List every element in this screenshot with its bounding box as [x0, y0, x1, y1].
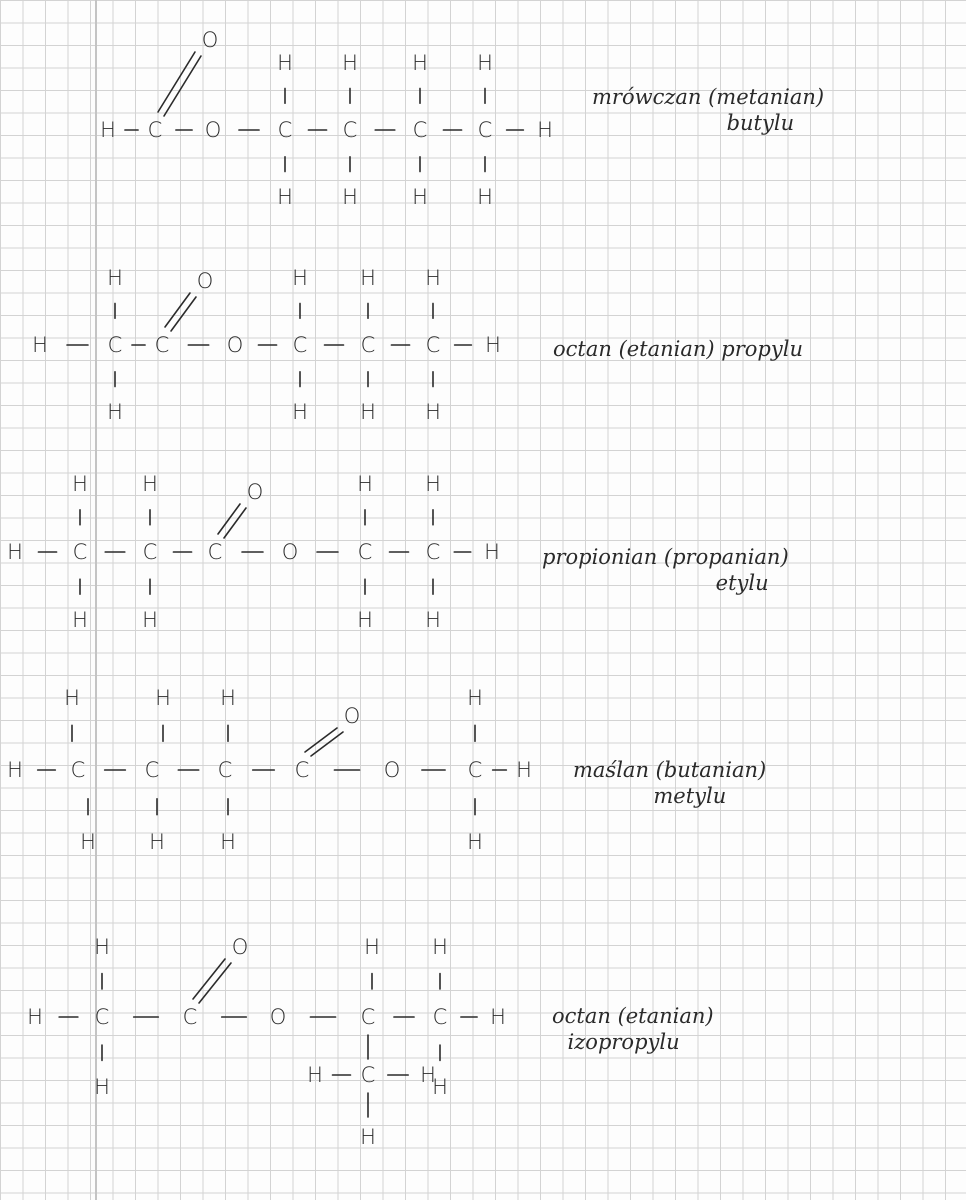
oxygen-atom: O	[204, 118, 222, 142]
name-line-1: propionian (propanian)	[542, 545, 789, 569]
carbon-atom: C	[154, 333, 170, 357]
hydrogen-atom: H	[364, 935, 380, 959]
hydrogen-atom: H	[357, 472, 373, 496]
hydrogen-atom: H	[342, 51, 358, 75]
hydrogen-atom: H	[425, 608, 441, 632]
double-bond	[165, 293, 196, 331]
hydrogen-atom: H	[357, 608, 373, 632]
oxygen-atom: O	[226, 333, 244, 357]
name-line-1: octan (etanian) propylu	[553, 337, 803, 361]
hydrogen-atom: H	[27, 1005, 43, 1029]
name-line-1: maślan (butanian)	[573, 758, 767, 782]
carbon-atom: C	[217, 758, 233, 782]
hydrogen-atom: H	[484, 540, 500, 564]
hydrogen-atom: H	[7, 758, 23, 782]
carbon-atom: C	[342, 118, 358, 142]
hydrogen-atom: H	[155, 686, 171, 710]
hydrogen-atom: H	[277, 51, 293, 75]
structural-formula	[0, 675, 966, 905]
ester-methyl-butanoate	[0, 675, 966, 905]
hydrogen-atom: H	[80, 830, 96, 854]
carbon-atom: C	[425, 540, 441, 564]
hydrogen-atom: H	[420, 1063, 436, 1087]
carbon-atom: C	[107, 333, 123, 357]
hydrogen-atom: H	[490, 1005, 506, 1029]
carbon-atom: C	[294, 758, 310, 782]
hydrogen-atom: H	[360, 1125, 376, 1149]
hydrogen-atom: H	[72, 608, 88, 632]
name-line-1: mrówczan (metanian)	[592, 85, 825, 109]
carbonyl-oxygen: O	[201, 28, 219, 52]
carbon-atom: C	[360, 333, 376, 357]
oxygen-atom: O	[269, 1005, 287, 1029]
carbon-atom: C	[425, 333, 441, 357]
double-bond-line	[218, 504, 240, 534]
oxygen-atom: O	[281, 540, 299, 564]
hydrogen-atom: H	[516, 758, 532, 782]
carbonyl-oxygen: O	[231, 935, 249, 959]
carbon-atom: C	[277, 118, 293, 142]
carbon-atom: C	[94, 1005, 110, 1029]
double-bond-line	[224, 508, 246, 538]
hydrogen-atom: H	[292, 400, 308, 424]
hydrogen-atom: H	[467, 686, 483, 710]
hydrogen-atom: H	[107, 266, 123, 290]
structural-formula	[0, 240, 966, 460]
hydrogen-atom: H	[360, 266, 376, 290]
hydrogen-atom: H	[94, 1075, 110, 1099]
carbonyl-oxygen: O	[196, 269, 214, 293]
hydrogen-atom: H	[477, 185, 493, 209]
hydrogen-atom: H	[342, 185, 358, 209]
double-bond-line	[199, 963, 231, 1003]
name-line-1: octan (etanian)	[552, 1004, 714, 1028]
hydrogen-atom: H	[220, 686, 236, 710]
hydrogen-atom: H	[277, 185, 293, 209]
hydrogen-atom: H	[537, 118, 553, 142]
hydrogen-atom: H	[485, 333, 501, 357]
hydrogen-atom: H	[94, 935, 110, 959]
structural-formula	[0, 905, 966, 1195]
ester-name	[552, 1003, 714, 1055]
carbon-atom: C	[292, 333, 308, 357]
hydrogen-atom: H	[412, 185, 428, 209]
carbon-atom: C	[207, 540, 223, 564]
ester-name	[553, 336, 803, 362]
hydrogen-atom: H	[432, 935, 448, 959]
carbon-atom: C	[182, 1005, 198, 1029]
hydrogen-atom: H	[107, 400, 123, 424]
ester-ethyl-propanoate	[0, 460, 966, 675]
hydrogen-atom: H	[425, 472, 441, 496]
hydrogen-atom: H	[360, 400, 376, 424]
carbon-atom: C	[432, 1005, 448, 1029]
double-bond	[158, 52, 201, 116]
hydrogen-atom: H	[142, 608, 158, 632]
carbon-atom: C	[72, 540, 88, 564]
hydrogen-atom: H	[412, 51, 428, 75]
carbon-atom: C	[144, 758, 160, 782]
oxygen-atom: O	[383, 758, 401, 782]
double-bond	[305, 728, 343, 756]
hydrogen-atom: H	[100, 118, 116, 142]
hydrogen-atom: H	[425, 266, 441, 290]
ester-propyl-acetate	[0, 240, 966, 460]
carbon-atom: C	[147, 118, 163, 142]
ester-name	[592, 84, 824, 136]
carbon-atom: C	[142, 540, 158, 564]
hydrogen-atom: H	[72, 472, 88, 496]
double-bond-line	[193, 959, 225, 999]
hydrogen-atom: H	[467, 830, 483, 854]
hydrogen-atom: H	[307, 1063, 323, 1087]
double-bond-line	[158, 52, 195, 112]
double-bond	[218, 504, 246, 538]
carbon-atom: C	[360, 1063, 376, 1087]
carbon-atom: C	[467, 758, 483, 782]
double-bond-line	[164, 56, 201, 116]
carbonyl-oxygen: O	[343, 704, 361, 728]
double-bond	[193, 959, 231, 1003]
ester-name	[542, 544, 789, 596]
hydrogen-atom: H	[32, 333, 48, 357]
hydrogen-atom: H	[149, 830, 165, 854]
carbon-atom: C	[412, 118, 428, 142]
ester-butyl-formate	[0, 0, 966, 240]
hydrogen-atom: H	[7, 540, 23, 564]
hydrogen-atom: H	[477, 51, 493, 75]
hydrogen-atom: H	[64, 686, 80, 710]
hydrogen-atom: H	[432, 1075, 448, 1099]
ester-isopropyl-acetate	[0, 905, 966, 1195]
name-line-2: izopropylu	[567, 1030, 680, 1054]
name-line-2: metylu	[653, 784, 727, 808]
carbon-atom: C	[360, 1005, 376, 1029]
hydrogen-atom: H	[142, 472, 158, 496]
hydrogen-atom: H	[292, 266, 308, 290]
name-line-2: butylu	[726, 111, 795, 135]
ester-name	[573, 757, 766, 809]
carbon-atom: C	[477, 118, 493, 142]
hydrogen-atom: H	[425, 400, 441, 424]
carbon-atom: C	[70, 758, 86, 782]
hydrogen-atom: H	[220, 830, 236, 854]
structural-formula	[0, 460, 966, 675]
carbon-atom: C	[357, 540, 373, 564]
name-line-2: etylu	[715, 571, 769, 595]
carbonyl-oxygen: O	[246, 480, 264, 504]
